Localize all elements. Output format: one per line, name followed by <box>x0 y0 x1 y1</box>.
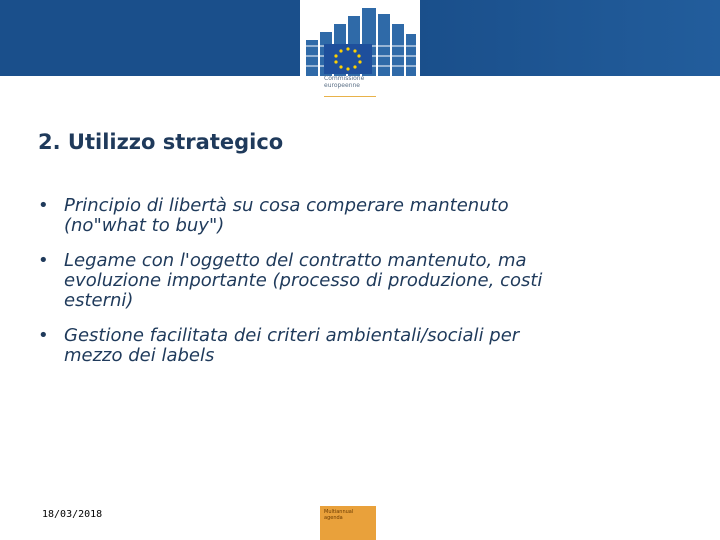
brand-line-1: Commissione <box>324 75 365 82</box>
footer-mark-line-2: agenda <box>324 515 343 521</box>
bullet-item <box>38 196 678 236</box>
bullet-line: esterni) <box>64 290 134 311</box>
bullet-line: Legame con l'oggetto del contratto mantenuto, ma <box>64 250 527 271</box>
footer-logo <box>320 506 376 540</box>
bullet-dot-icon: • <box>38 325 49 346</box>
bullet-item <box>38 326 678 366</box>
slide-title: 2. Utilizzo strategico <box>38 130 284 154</box>
bullet-line: (no"what to buy") <box>64 215 225 236</box>
bullet-line: evoluzione importante (processo di produzione, costi <box>64 270 543 291</box>
brand-wordmark <box>324 75 384 89</box>
bullet-line: Principio di libertà su cosa comperare mantenuto <box>64 195 509 216</box>
brand-line-2: europeenne <box>324 82 360 89</box>
bullet-line: mezzo dei labels <box>64 345 215 366</box>
brand-underline <box>324 96 376 97</box>
slide-date: 18/03/2018 <box>42 509 103 520</box>
footer-logo-text <box>324 509 374 521</box>
footer-mark-line-1: Multiannual <box>324 509 354 515</box>
bullet-dot-icon: • <box>38 250 49 271</box>
bullet-list <box>38 196 678 381</box>
header-stripe <box>420 0 720 76</box>
ec-building-logo <box>300 0 420 76</box>
bullet-dot-icon: • <box>38 195 49 216</box>
bullet-line: Gestione facilitata dei criteri ambientali/sociali per <box>64 325 520 346</box>
bullet-item <box>38 251 678 311</box>
